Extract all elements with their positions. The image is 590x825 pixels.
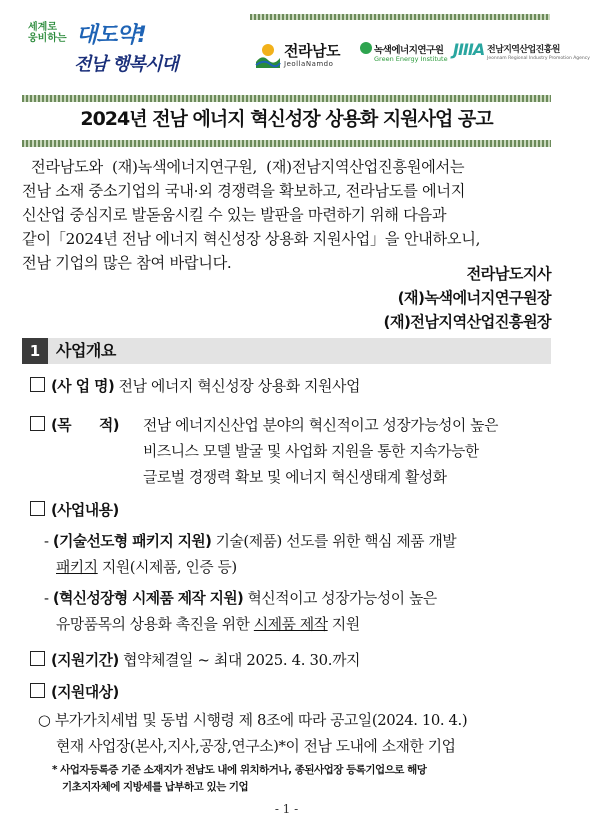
intro-line: 전남 기업의 많은 참여 바랍니다. xyxy=(22,254,232,272)
green-energy-logo-text: 녹색에너지연구원 xyxy=(374,45,444,56)
content-innovation-line2 xyxy=(56,612,360,638)
jiip-logo-en: Jeonnam Regional Industry Promotion Agency xyxy=(487,56,590,61)
purpose-line: 글로벌 경쟁력 확보 및 에너지 혁신생태계 활성화 xyxy=(143,469,447,486)
header-stripe xyxy=(250,14,550,20)
item-value: 전남 에너지 혁신성장 상용화 지원사업 xyxy=(118,378,361,395)
jeonnam-logo-text: 전라남도 xyxy=(284,42,340,60)
checkbox-square-icon xyxy=(30,377,45,392)
footnote-line-1: * 사업자등록증 기준 소재지가 전남도 내에 위치하거나, 종된사업장 등록기업으로 해당 xyxy=(52,764,427,776)
underlined-text: 패키지 xyxy=(56,559,98,576)
content-text: 유망품목의 상용화 촉진을 위한 xyxy=(56,616,254,633)
item-period xyxy=(30,648,360,674)
item-label: (지원기간) xyxy=(51,652,119,669)
item-project-name xyxy=(30,374,360,400)
jiip-logo xyxy=(453,40,590,74)
checkbox-square-icon xyxy=(30,651,45,666)
content-text: 지원 xyxy=(327,616,360,633)
intro-line: 전남 소재 중소기업의 국내·외 경쟁력을 확보하고, 전라남도를 에너지 xyxy=(22,182,466,200)
content-innovation xyxy=(44,586,437,612)
dash: - xyxy=(44,533,53,550)
item-label: (목 적) xyxy=(51,417,120,434)
content-tech-leading-line2 xyxy=(56,555,237,581)
item-label: (사업내용) xyxy=(51,502,119,519)
signer-green-energy: (재)녹색에너지연구원장 xyxy=(397,289,551,307)
content-text: 기술(제품) 선도를 위한 핵심 제품 개발 xyxy=(211,533,457,550)
intro-line: 신산업 중심지로 발돋움시킬 수 있는 발판을 마련하기 위해 다음과 xyxy=(22,206,447,224)
content-tech-leading xyxy=(44,529,456,555)
jeonnam-emblem-icon xyxy=(256,42,280,68)
target-line-1: ○ 부가가치세법 및 동법 시행령 제 8조에 따라 공고일(2024. 10. 4.) xyxy=(38,712,468,729)
checkbox-square-icon xyxy=(30,683,45,698)
section-label: 사업개요 xyxy=(56,341,116,360)
leaf-icon xyxy=(360,42,372,54)
title-stripe-top xyxy=(22,95,551,102)
item-content xyxy=(30,498,119,524)
jeonnam-logo xyxy=(256,40,360,74)
slogan-sub: 전남 행복시대 xyxy=(74,54,178,75)
intro-line: 전라남도와 (재)녹색에너지연구원, (재)전남지역산업진흥원에서는 xyxy=(22,158,465,176)
title-stripe-bottom xyxy=(22,140,551,147)
green-energy-logo-en: Green Energy Institute xyxy=(374,55,448,63)
item-purpose xyxy=(30,413,119,439)
footnote-line-2: 기초지자체에 지방세를 납부하고 있는 기업 xyxy=(62,781,249,793)
slogan-logo xyxy=(22,18,197,80)
jeonnam-logo-en: JeollaNamdo xyxy=(284,60,334,68)
section-header xyxy=(22,338,551,364)
page-header xyxy=(0,0,590,100)
content-text: 지원(시제품, 인증 등) xyxy=(97,559,237,576)
checkbox-square-icon xyxy=(30,416,45,431)
checkbox-square-icon xyxy=(30,501,45,516)
signers xyxy=(384,262,551,334)
slogan-small: 세계로 웅비하는 xyxy=(28,22,67,44)
jiip-mark-icon: JIIIA xyxy=(453,40,485,59)
item-value: 협약체결일 ~ 최대 2025. 4. 30.까지 xyxy=(123,652,361,669)
content-text: 혁신적이고 성장가능성이 높은 xyxy=(243,590,437,607)
purpose-line: 비즈니스 모델 발굴 및 사업화 지원을 통한 지속가능한 xyxy=(143,443,479,460)
slogan-main: 대도약! xyxy=(76,23,146,48)
section-number: 1 xyxy=(22,338,48,364)
target-line-2: 현재 사업장(본사,지사,공장,연구소)*이 전남 도내에 소재한 기업 xyxy=(56,738,456,755)
dash: - xyxy=(44,590,53,607)
purpose-line: 전남 에너지신산업 분야의 혁신적이고 성장가능성이 높은 xyxy=(143,417,498,434)
underlined-text: 시제품 제작 xyxy=(253,616,328,633)
signer-jiip: (재)전남지역산업진흥원장 xyxy=(383,313,551,331)
organization-logos xyxy=(248,38,590,78)
page-number: - 1 - xyxy=(274,802,299,816)
jiip-logo-text: 전남지역산업진흥원 xyxy=(487,45,560,55)
intro-line: 같이「2024년 전남 에너지 혁신성장 상용화 지원사업」을 안내하오니, xyxy=(22,230,481,248)
content-bold: (기술선도형 패키지 지원) xyxy=(52,533,212,550)
item-target xyxy=(30,680,119,706)
purpose-text xyxy=(143,413,551,491)
item-label: (사 업 명) xyxy=(51,378,115,395)
item-label: (지원대상) xyxy=(51,684,119,701)
green-energy-logo xyxy=(360,40,450,74)
content-bold: (혁신성장형 시제품 제작 지원) xyxy=(52,590,244,607)
intro-paragraph xyxy=(22,155,552,275)
signer-governor: 전라남도지사 xyxy=(466,265,551,283)
page-title: 2024년 전남 에너지 혁신성장 상용화 지원사업 공고 xyxy=(80,108,493,130)
